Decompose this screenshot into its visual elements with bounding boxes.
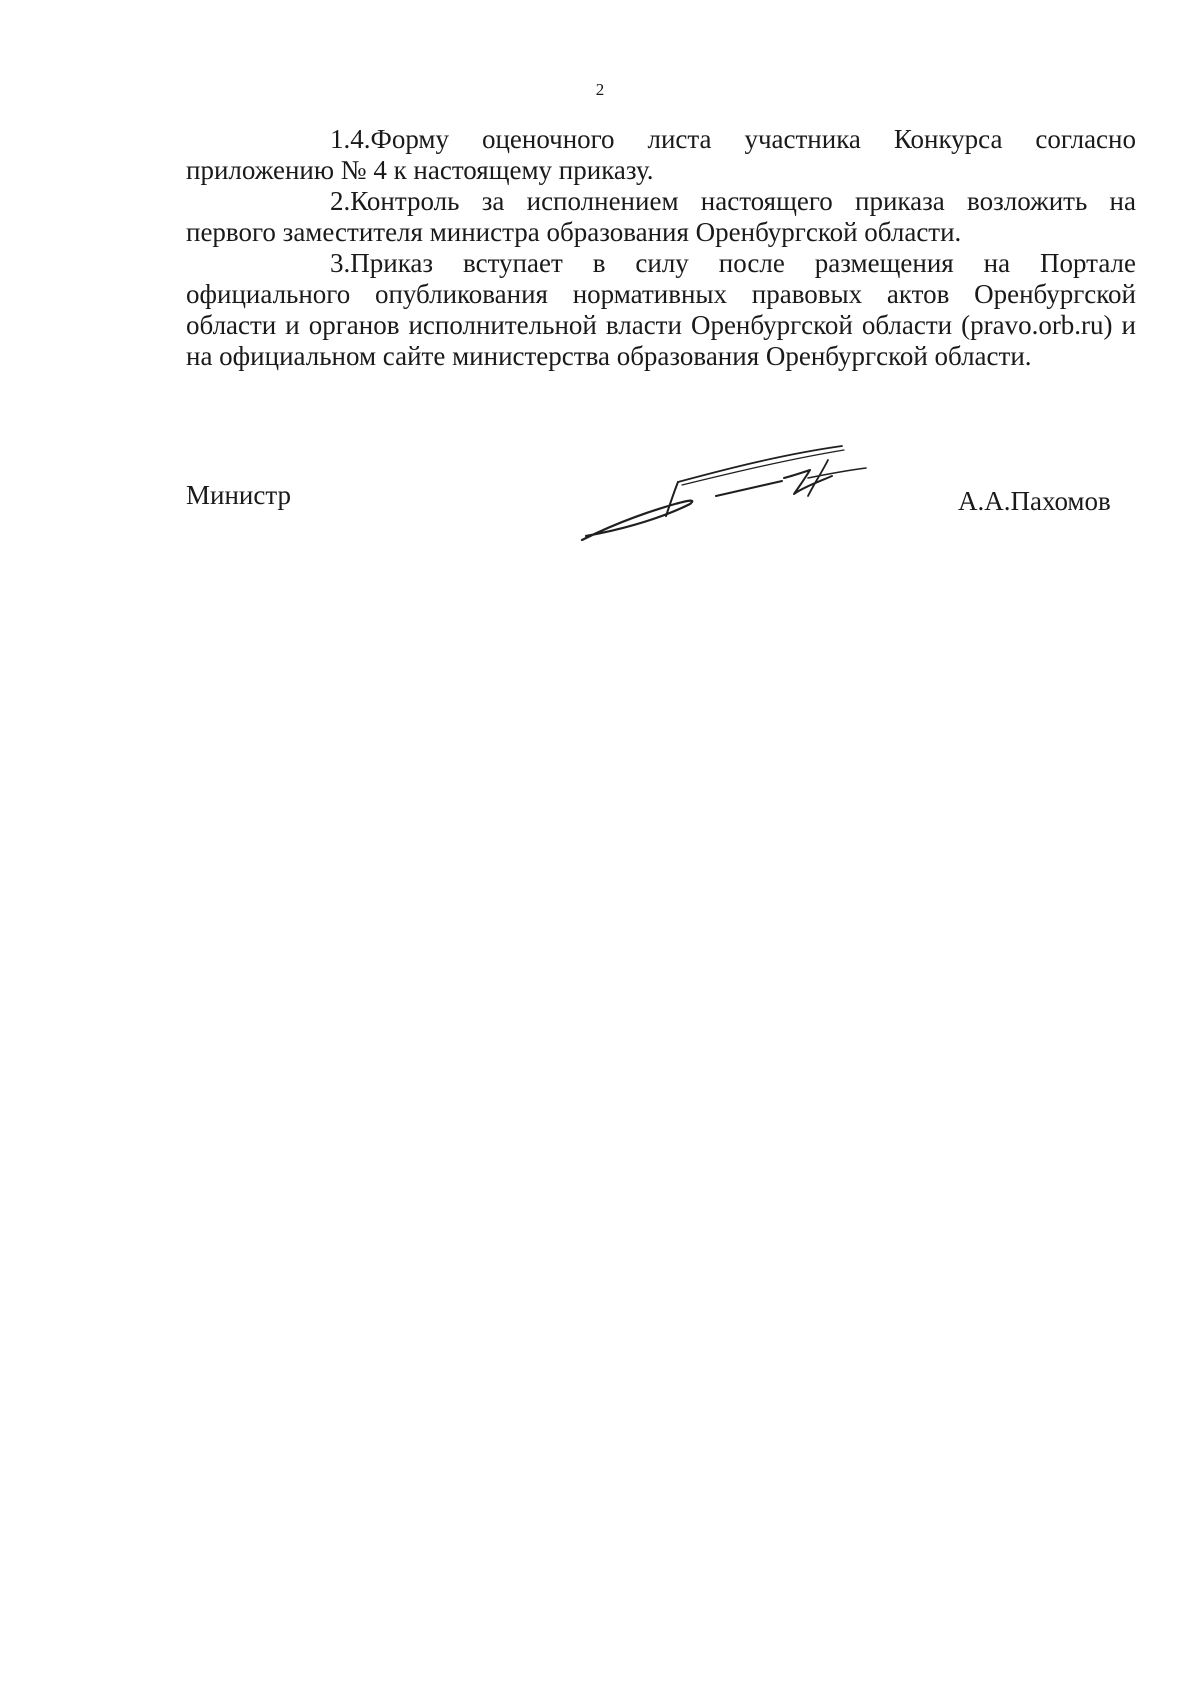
paragraph-number: 1.4. — [330, 124, 371, 154]
handwritten-signature — [570, 430, 880, 550]
paragraph-2 — [186, 186, 1136, 248]
page-number: 2 — [595, 80, 605, 99]
signer-title: Министр — [186, 480, 291, 510]
paragraph-text: Форму оценочного листа участника Конкурса согласно приложению № 4 к настоящему приказу. — [186, 124, 1136, 185]
signer-name: А.А.Пахомов — [958, 486, 1111, 516]
paragraph-number: 2. — [330, 186, 351, 216]
paragraph-3 — [186, 248, 1136, 372]
signature-block — [0, 430, 1200, 570]
paragraph-1-4 — [186, 124, 1136, 186]
paragraph-text: Приказ вступает в силу после размещения на Портале официального опубликования нормативных правовых актов Оренбургской области и органов исполнительной власти Оренбургской области (pravo.orb.ru) и на официальном сайте министерства образования Оренбургской области. — [186, 248, 1136, 371]
document-body — [186, 124, 1136, 372]
paragraph-number: 3. — [330, 248, 351, 278]
paragraph-text: Контроль за исполнением настоящего приказа возложить на первого заместителя министра образования Оренбургской области. — [186, 186, 1136, 247]
